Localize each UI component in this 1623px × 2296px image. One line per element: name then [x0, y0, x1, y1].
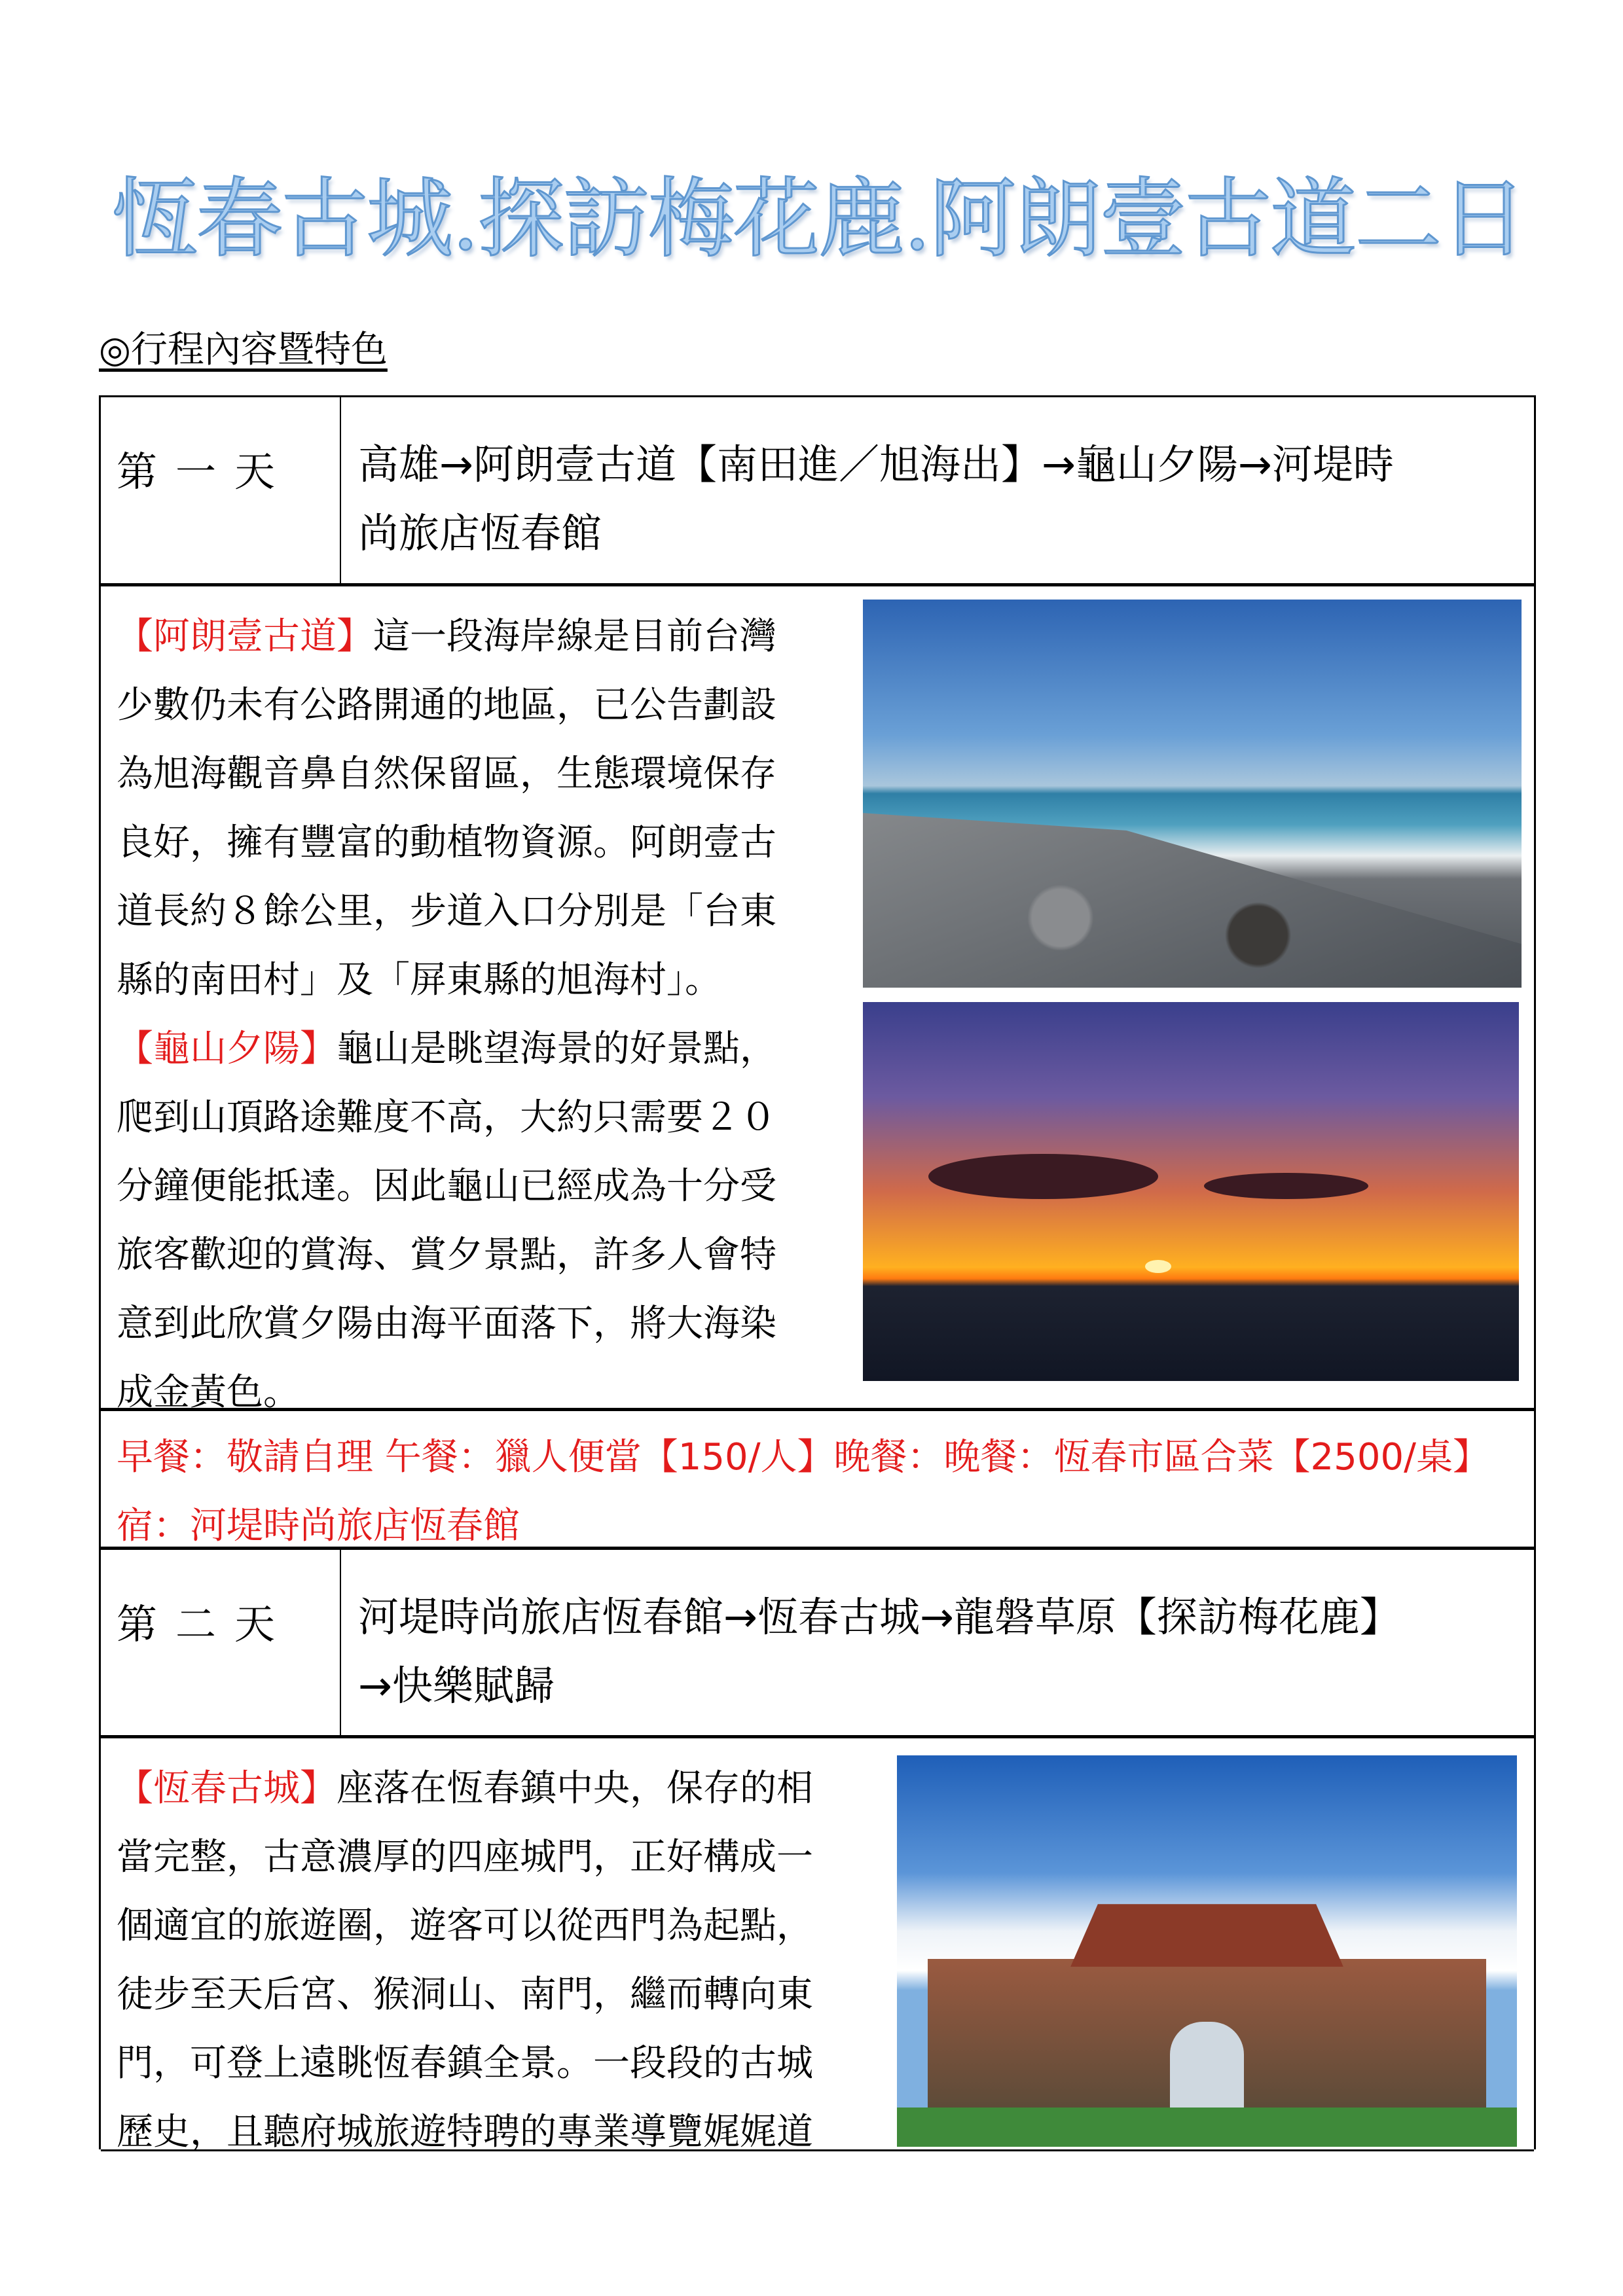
- text-line: 旅客歡迎的賞海、賞夕景點，許多人會特: [117, 1234, 776, 1276]
- day2-label: 第二天: [101, 1550, 341, 1735]
- day2-detail-row: [101, 1738, 1534, 2151]
- text-line: 龜山是眺望海景的好景點，: [337, 1028, 776, 1070]
- text-line: 分鐘便能抵達。因此龜山已經成為十分受: [117, 1165, 776, 1208]
- sunset-photo: [863, 1002, 1519, 1381]
- text-line: 為旭海觀音鼻自然保留區，生態環境保存: [117, 753, 776, 795]
- old-city-gate-photo: [897, 1755, 1517, 2147]
- document-title: 恆春古城.探訪梅花鹿.阿朗壹古道二日: [111, 169, 1525, 270]
- day1-detail-row: [101, 586, 1534, 1414]
- attraction-title: 【恆春古城】: [117, 1767, 337, 1810]
- text-line: 少數仍未有公路開通的地區，已公告劃設: [117, 684, 776, 726]
- text-line: 座落在恆春鎮中央，保存的相: [337, 1767, 813, 1810]
- day1-route: [341, 397, 1534, 583]
- text-line: 爬到山頂路途難度不高，大約只需要２０: [117, 1096, 776, 1139]
- meals-line: 早餐：敬請自理 午餐：獵人便當【150/人】晚餐：晚餐：恆春市區合菜【2500/桌】: [117, 1436, 1489, 1479]
- route-line: 尚旅店恆春館: [358, 509, 602, 557]
- day1-meals-row: [101, 1411, 1534, 1550]
- coastline-photo: [863, 600, 1522, 988]
- section-heading: ◎行程內容暨特色: [99, 329, 388, 371]
- day1-label: 第一天: [101, 397, 341, 583]
- text-line: 良好，擁有豐富的動植物資源。阿朗壹古: [117, 821, 776, 864]
- lodging-line: 宿：河堤時尚旅店恆春館: [117, 1505, 520, 1547]
- attraction-title: 【阿朗壹古道】: [117, 615, 373, 658]
- text-line: 門，可登上遠眺恆春鎮全景。一段段的古城: [117, 2042, 813, 2085]
- text-line: 當完整，古意濃厚的四座城門，正好構成一: [117, 1836, 813, 1878]
- day2-header-row: [101, 1550, 1534, 1738]
- itinerary-table: [99, 395, 1536, 2153]
- route-line: 高雄→阿朗壹古道【南田進／旭海出】→龜山夕陽→河堤時: [358, 440, 1394, 488]
- route-line: 河堤時尚旅店恆春館→恆春古城→龍磐草原【探訪梅花鹿】: [358, 1593, 1400, 1641]
- day2-route: [341, 1550, 1534, 1735]
- text-line: 徒步至天后宮、猴洞山、南門，繼而轉向東: [117, 1973, 813, 2016]
- day1-description: [117, 602, 776, 1427]
- text-line: 道長約８餘公里，步道入口分別是「台東: [117, 890, 776, 933]
- day2-description: [117, 1754, 813, 2166]
- text-line: 縣的南田村」及「屏東縣的旭海村」。: [117, 959, 721, 1001]
- text-line: 歷史，且聽府城旅遊特聘的專業導覽娓娓道: [117, 2111, 813, 2153]
- day1-header-row: [101, 397, 1534, 586]
- text-line: 這一段海岸線是目前台灣: [373, 615, 776, 658]
- meals-info: [117, 1423, 1489, 1560]
- text-line: 個適宜的旅遊圈，遊客可以從西門為起點，: [117, 1905, 813, 1947]
- route-line: →快樂賦歸: [358, 1662, 555, 1710]
- text-line: 意到此欣賞夕陽由海平面落下，將大海染: [117, 1302, 776, 1345]
- text-line: 成金黃色。: [117, 1371, 300, 1414]
- attraction-title: 【龜山夕陽】: [117, 1028, 337, 1070]
